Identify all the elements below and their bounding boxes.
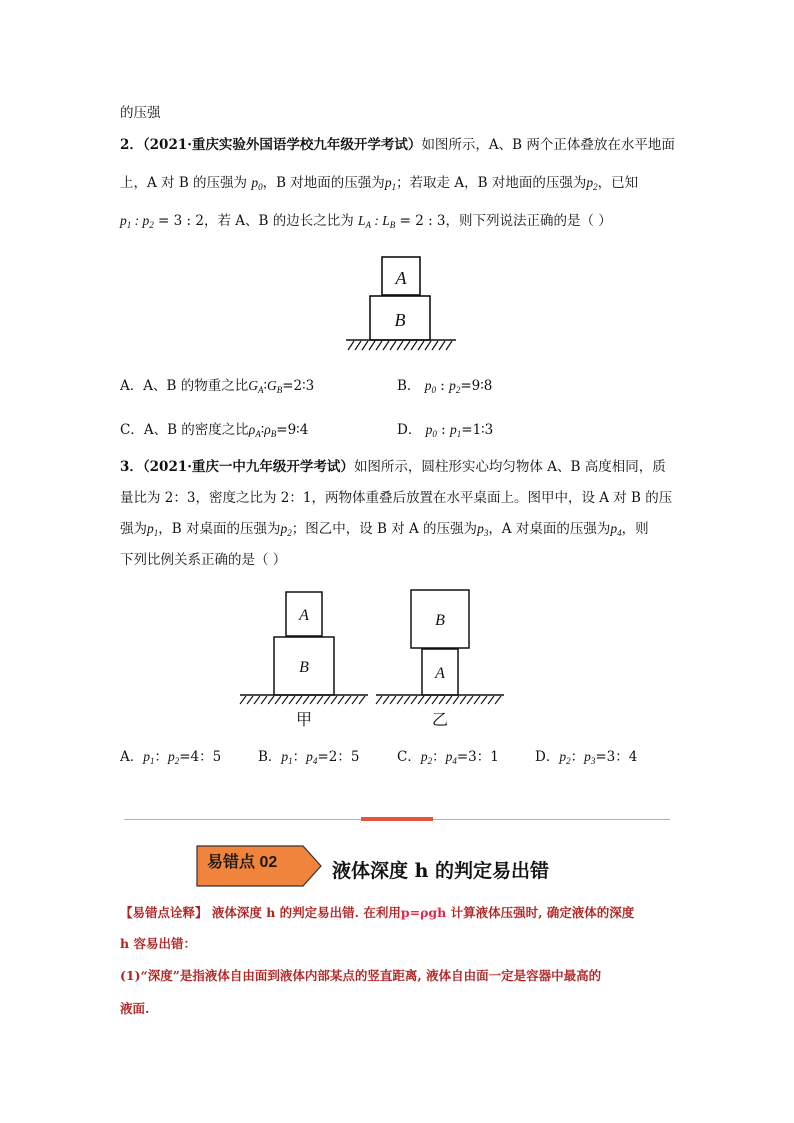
q3-line1-tail: 如图所示，圆柱形实心均匀物体 A、B 高度相同，质	[353, 459, 666, 475]
ratio-p1-p2: $p_1$ : $p_2$	[120, 213, 154, 230]
q2-source: （2021·重庆实验外国语学校九年级开学考试）	[142, 137, 422, 153]
q3-option-b-tail: =2：5	[317, 749, 360, 765]
section-divider-accent	[361, 817, 433, 821]
q3-option-a-prefix: A．	[120, 749, 144, 765]
q3-caption-jia: 甲	[295, 712, 313, 729]
q2-figure	[340, 252, 464, 354]
q3-option-b[interactable]: B．$p_1$：$p_4=2$：5	[258, 749, 360, 766]
ratio-la-lb: $L_A$ : $L_B$	[358, 213, 396, 230]
q3-option-d-tail: =3：4	[595, 749, 638, 765]
q3-option-d[interactable]: D．$p_2$：$p_3=3$：4	[535, 749, 638, 766]
q3-yi-ground-hatch	[376, 696, 501, 704]
q2-option-b[interactable]: B． $p_0$ : $p_2=9∶8$	[397, 378, 493, 395]
q3-line3-b: ，B 对桌面的压强为	[158, 521, 281, 537]
q2-number: 2．	[120, 137, 143, 153]
q2-option-c[interactable]: C．A、B 的密度之比$\rho_A∶\rho_B=9∶4$	[120, 422, 309, 439]
q3-option-b-prefix: B．	[258, 749, 282, 765]
q3-number: 3．	[120, 459, 143, 475]
q2-option-d-prefix: D．	[397, 422, 422, 438]
q2-line-2	[120, 173, 638, 197]
q2-option-a[interactable]: A．A、B 的物重之比$G_A∶G_B=2∶3$	[120, 378, 315, 395]
q2-line-1	[120, 135, 675, 155]
q3-option-c-tail: =3：1	[456, 749, 499, 765]
q2-option-c-prefix: C．A、B 的密度之比	[120, 422, 249, 438]
q3-figure	[236, 586, 536, 732]
q3-option-a-tail: =4：5	[179, 749, 222, 765]
q3-line3-c: ；图乙中，设 B 对 A 的压强为	[291, 521, 478, 537]
q2-line2-b: ，B 对地面的压强为	[262, 175, 385, 191]
q2-label-a: A	[395, 268, 407, 288]
note-line1-b: 计算液体压强时, 确定液体的深度	[446, 905, 635, 920]
q3-yi-label-a: A	[435, 665, 445, 682]
section-title: 液体深度 h 的判定易出错	[332, 860, 550, 882]
note-label: 【易错点诠释】	[120, 905, 208, 920]
q3-jia-label-a: A	[299, 607, 309, 624]
q2-option-b-prefix: B．	[397, 378, 421, 394]
intro-text: 的压强	[120, 105, 161, 121]
q3-option-d-prefix: D．	[535, 749, 560, 765]
q3-option-c-prefix: C．	[397, 749, 421, 765]
q3-option-c[interactable]: C．$p_2$：$p_4=3$：1	[397, 749, 499, 766]
q2-ground-hatch	[348, 341, 452, 350]
note-line-4: 液面.	[120, 1001, 150, 1016]
note-line-2: h 容易出错：	[120, 936, 196, 951]
section-badge-label: 易错点 02	[207, 854, 278, 871]
q3-jia-label-b: B	[299, 659, 309, 676]
q3-jia-ground-hatch	[240, 696, 365, 704]
q3-option-a[interactable]: A．$p_1$：$p_2=4$：5	[120, 749, 222, 766]
note-line-3: (1)“深度”是指液体自由面到液体内部某点的竖直距离, 液体自由面一定是容器中最高的	[120, 968, 602, 983]
note-formula: p=ρgh	[400, 905, 447, 920]
q2-line3-b: ，则下列说法正确的是（ ）	[445, 213, 612, 229]
q2-option-a-prefix: A．A、B 的物重之比	[120, 378, 249, 394]
q2-option-a-tail: =2∶3	[282, 378, 315, 394]
q2-line2-c: ；若取走 A，B 对地面的压强为	[396, 175, 587, 191]
q2-line1-tail: 如图所示，A、B 两个正体叠放在水平地面	[421, 137, 675, 153]
q2-option-d-tail: =1∶3	[461, 422, 494, 438]
q2-option-c-tail: =9∶4	[276, 422, 309, 438]
var-p0: $p_0$	[251, 175, 263, 192]
q2-line2-d: ，已知	[597, 175, 639, 191]
note-line-1	[120, 903, 634, 923]
q3-line-1	[120, 457, 666, 477]
q3-yi-label-b: B	[435, 612, 445, 629]
q3-line-4: 下列比例关系正确的是（ ）	[120, 552, 287, 568]
q3-line-3: 强为$p_1$，B 对桌面的压强为$p_2$；图乙中，设 B 对 A 的压强为$p_3$，A 对桌面的压强为$p_4$，则	[120, 521, 649, 538]
q2-line2-a: 上，A 对 B 的压强为	[120, 175, 248, 191]
var-p1: $p_1$	[384, 175, 397, 192]
q2-line-3: $p_1$ : $p_2 = 3$ : 2，若 A、B 的边长之比为 $L_A$ : $L_B = 2$ : 3，则下列说法正确的是（ ）	[120, 213, 612, 230]
q3-line3-e: ，则	[621, 521, 649, 537]
q2-option-d[interactable]: D． $p_0$ : $p_1=1∶3$	[397, 422, 494, 439]
q3-line-2: 量比为 2：3，密度之比为 2：1，两物体重叠后放置在水平桌面上。图甲中，设 A 对 B 的压	[120, 490, 673, 506]
q2-option-b-tail: =9∶8	[460, 378, 493, 394]
var-p2: $p_2$	[586, 175, 598, 192]
q3-caption-yi: 乙	[431, 712, 449, 729]
q3-line3-a: 强为	[120, 521, 147, 537]
q2-line3-a: ，若 A、B 的边长之比为	[203, 213, 354, 229]
q3-line3-d: ，A 对桌面的压强为	[488, 521, 611, 537]
q3-source: （2021·重庆一中九年级开学考试）	[142, 459, 354, 475]
q2-label-b: B	[394, 310, 406, 330]
note-line1-a: 液体深度 h 的判定易出错. 在利用	[207, 905, 401, 920]
